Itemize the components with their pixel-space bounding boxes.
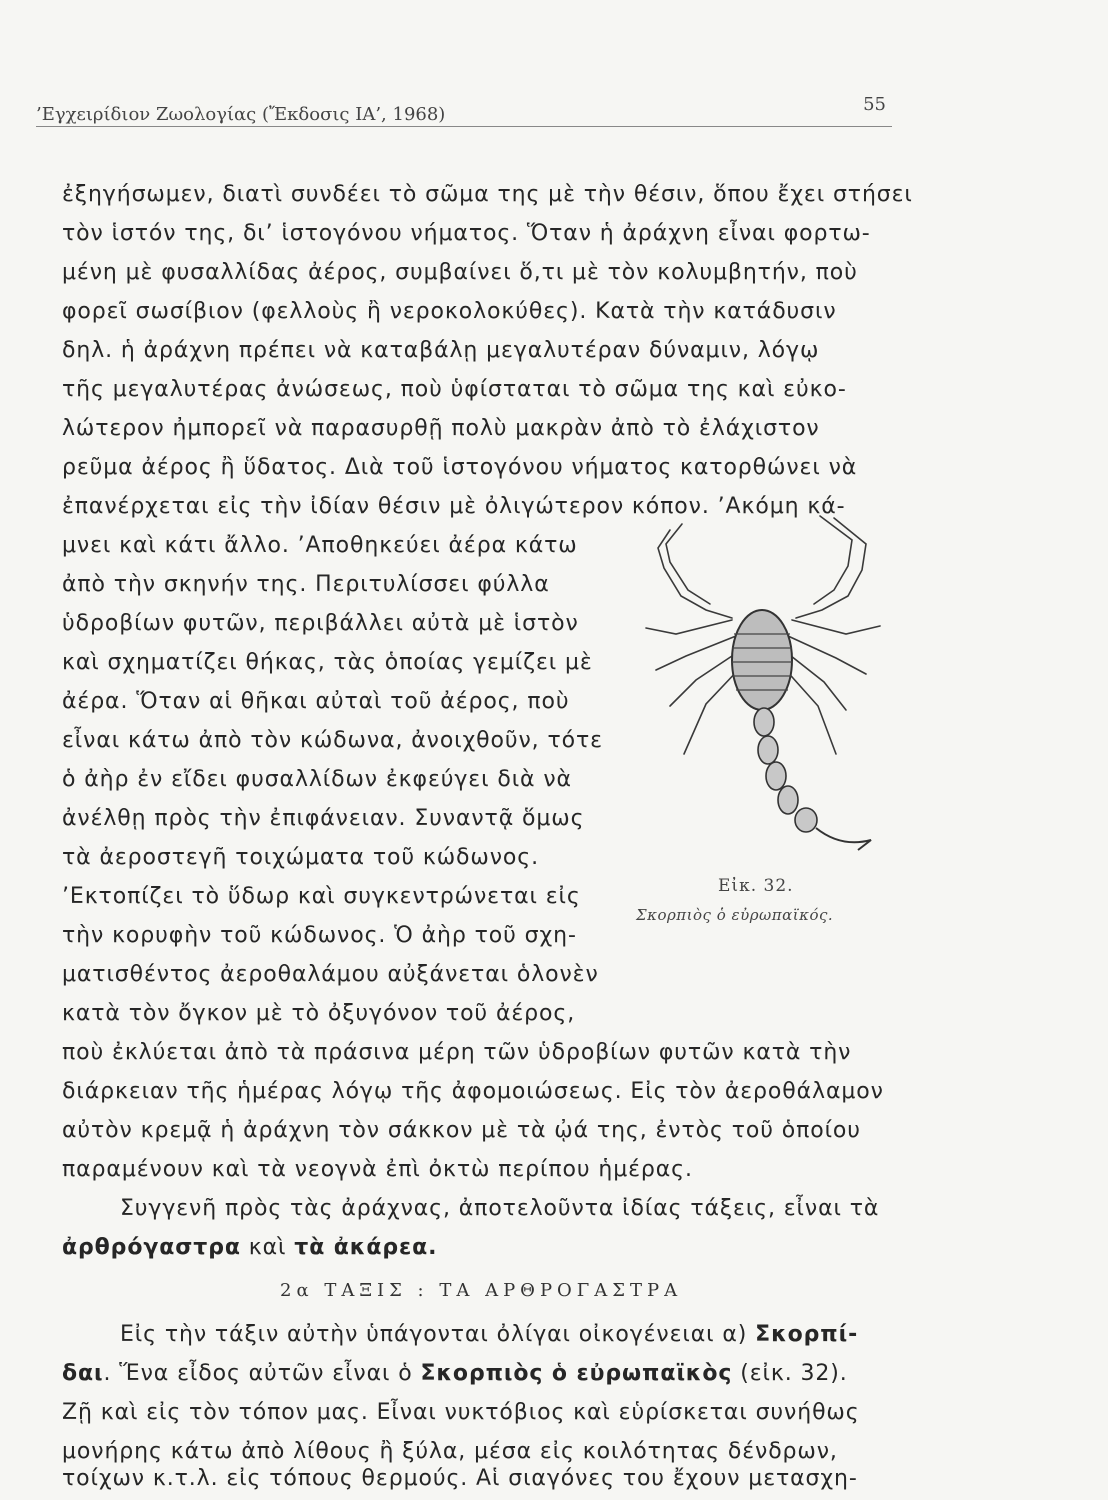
text-span: καὶ xyxy=(240,1235,295,1260)
text-line: ἐπανέρχεται εἰς τὴν ἰδίαν θέσιν μὲ ὀλιγώτερον κόπον. ’Ακόμη κά- xyxy=(62,494,846,519)
text-line: τοίχων κ.τ.λ. εἰς τόπους θερμούς. Αἱ σιαγόνες του ἔχουν μετασχη- xyxy=(62,1466,858,1491)
text-line: λώτερον ἠμπορεῖ νὰ παρασυρθῇ πολὺ μακρὰν ἀπὸ τὸ ἐλάχιστον xyxy=(62,416,820,441)
text-span: (εἰκ. 32). xyxy=(732,1361,848,1386)
text-line: αὐτὸν κρεμᾷ ἡ ἀράχνη τὸν σάκκον μὲ τὰ ᾠά της, ἐντὸς τοῦ ὁποίου xyxy=(62,1118,861,1143)
text-line: ποὺ ἐκλύεται ἀπὸ τὰ πράσινα μέρη τῶν ὑδροβίων φυτῶν κατὰ τὴν xyxy=(62,1040,852,1065)
text-line: τὴν κορυφὴν τοῦ κώδωνος. Ὁ ἀὴρ τοῦ σχη- xyxy=(62,923,577,948)
section-heading: 2α ΤΑΞΙΣ : ΤΑ ΑΡΘΡΟΓΑΣΤΡΑ xyxy=(280,1280,683,1301)
header-rule xyxy=(36,126,892,127)
text-line: ὑδροβίων φυτῶν, περιβάλλει αὐτὰ μὲ ἱστὸν xyxy=(62,611,579,636)
page-number: 55 xyxy=(863,94,886,115)
bold-term: ἀρθρόγαστρα xyxy=(62,1235,241,1260)
text-line: ἀέρα. Ὅταν αἱ θῆκαι αὐταὶ τοῦ ἀέρος, ποὺ xyxy=(62,689,570,714)
text-line: παραμένουν καὶ τὰ νεογνὰ ἐπὶ ὀκτὼ περίπου ἡμέρας. xyxy=(62,1157,693,1182)
text-line: ἐξηγήσωμεν, διατὶ συνδέει τὸ σῶμα της μὲ τὴν θέσιν, ὅπου ἔχει στήσει xyxy=(62,182,913,207)
running-title: ’Εγχειρίδιον Ζωολογίας (Ἔκδοσις ΙΑ’, 1968) xyxy=(36,104,446,125)
text-line: ὁ ἀὴρ ἐν εἴδει φυσαλλίδων ἐκφεύγει διὰ νὰ xyxy=(62,767,572,792)
text-line: καὶ σχηματίζει θήκας, τὰς ὁποίας γεμίζει μὲ xyxy=(62,650,593,675)
scorpion-illustration-icon xyxy=(636,510,896,870)
text-line: εἶναι κάτω ἀπὸ τὸν κώδωνα, ἀνοιχθοῦν, τότε xyxy=(62,728,603,753)
text-line: τὸν ἱστόν της, δι’ ἱστογόνου νήματος. Ὅταν ἡ ἀράχνη εἶναι φορτω- xyxy=(62,221,871,246)
bold-term: Σκορπιὸς ὁ εὐρωπαϊκὸς xyxy=(420,1361,733,1386)
text-line: ἀνέλθῃ πρὸς τὴν ἐπιφάνειαν. Συναντᾷ ὅμως xyxy=(62,806,585,831)
text-line: μνει καὶ κάτι ἄλλο. ’Αποθηκεύει ἀέρα κάτω xyxy=(62,533,578,558)
bold-term: δαι xyxy=(62,1361,104,1386)
text-line: τὰ ἀεροστεγῆ τοιχώματα τοῦ κώδωνος. xyxy=(62,845,539,870)
text-line: Ζῇ καὶ εἰς τὸν τόπον μας. Εἶναι νυκτόβιος καὶ εὑρίσκεται συνήθως xyxy=(62,1400,860,1425)
bold-term: Σκορπί- xyxy=(755,1322,859,1347)
text-span: . Ἕνα εἶδος αὐτῶν εἶναι ὁ xyxy=(103,1361,421,1386)
text-span: Εἰς τὴν τάξιν αὐτὴν ὑπάγονται ὀλίγαι οἰκογένειαι α) xyxy=(120,1322,756,1347)
text-line: Συγγενῆ πρὸς τὰς ἀράχνας, ἀποτελοῦντα ἰδίας τάξεις, εἶναι τὰ xyxy=(120,1196,880,1221)
text-line xyxy=(62,1359,848,1389)
text-line: δηλ. ἡ ἀράχνη πρέπει νὰ καταβάλῃ μεγαλυτέραν δύναμιν, λόγῳ xyxy=(62,338,820,363)
text-line: μονήρης κάτω ἀπὸ λίθους ἢ ξύλα, μέσα εἰς κοιλότητας δένδρων, xyxy=(62,1439,838,1464)
text-line: ματισθέντος ἀεροθαλάμου αὐξάνεται ὁλονὲν xyxy=(62,962,599,987)
figure-caption: Σκορπιὸς ὁ εὐρωπαϊκός. xyxy=(636,906,834,924)
figure-number: Εἰκ. 32. xyxy=(718,876,794,896)
text-line: κατὰ τὸν ὄγκον μὲ τὸ ὀξυγόνον τοῦ ἀέρος, xyxy=(62,1001,576,1026)
bold-term: τὰ ἀκάρεα. xyxy=(294,1235,438,1260)
text-line: ’Εκτοπίζει τὸ ὕδωρ καὶ συγκεντρώνεται εἰς xyxy=(62,884,581,909)
text-line xyxy=(62,1233,437,1263)
text-line: μένη μὲ φυσαλλίδας ἀέρος, συμβαίνει ὅ,τι μὲ τὸν κολυμβητήν, ποὺ xyxy=(62,260,858,285)
text-line xyxy=(120,1320,858,1350)
text-line: τῆς μεγαλυτέρας ἀνώσεως, ποὺ ὑφίσταται τὸ σῶμα της καὶ εὐκο- xyxy=(62,377,847,402)
text-line: διάρκειαν τῆς ἡμέρας λόγῳ τῆς ἀφομοιώσεως. Εἰς τὸν ἀεροθάλαμον xyxy=(62,1079,884,1104)
text-line: ἀπὸ τὴν σκηνήν της. Περιτυλίσσει φύλλα xyxy=(62,572,550,597)
text-line: ρεῦμα ἀέρος ἢ ὕδατος. Διὰ τοῦ ἱστογόνου νήματος κατορθώνει νὰ xyxy=(62,455,858,480)
text-line: φορεῖ σωσίβιον (φελλοὺς ἢ νεροκολοκύθες). Κατὰ τὴν κατάδυσιν xyxy=(62,299,837,324)
